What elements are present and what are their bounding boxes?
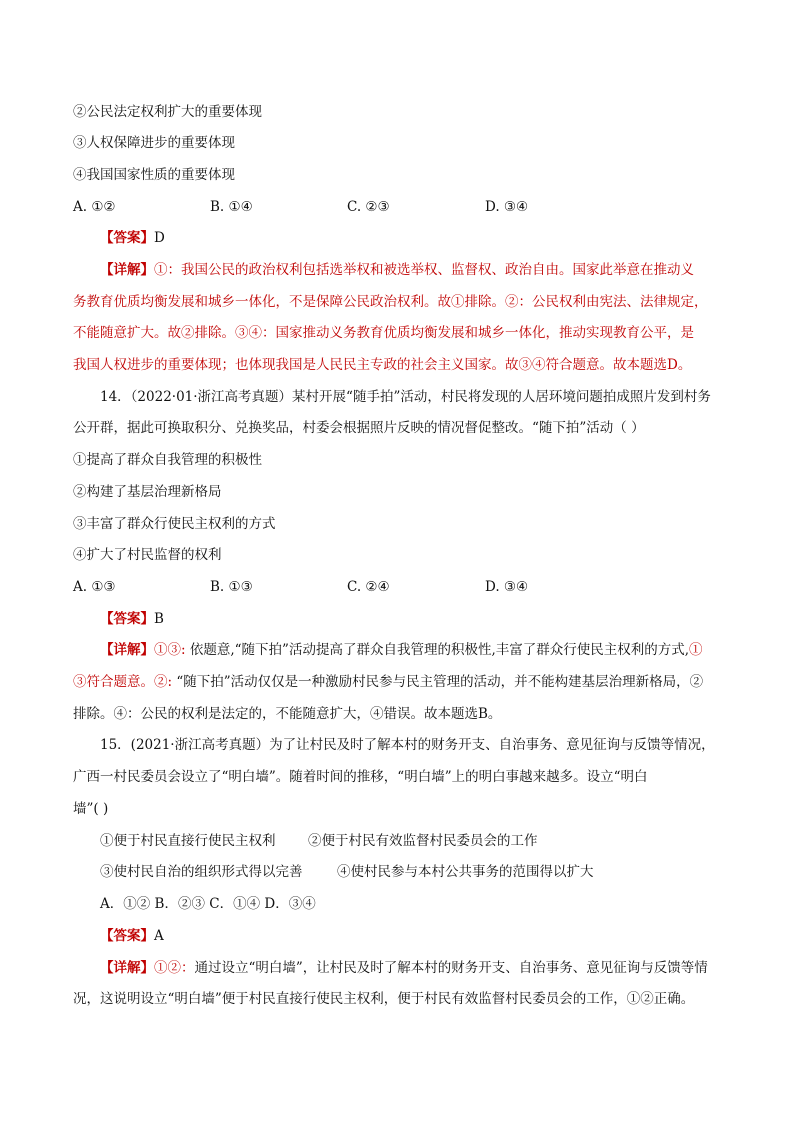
q13-item-2: ②公民法定权利扩大的重要体现 bbox=[73, 104, 262, 120]
detail-text: 通过设立“明白墙”，让村民及时了解本村的财务开支、自治事务、意见征询与反馈等情 bbox=[194, 960, 708, 976]
q13-option-a: A. ①② bbox=[73, 199, 116, 215]
q15-item-2: ②便于村民有效监督村民委员会的工作 bbox=[308, 833, 538, 849]
answer-value: D bbox=[154, 230, 165, 246]
answer-label: 【答案】 bbox=[100, 230, 154, 246]
detail-label: 【详解】 bbox=[100, 960, 154, 976]
detail-text-red: ③符合题意。②: bbox=[73, 674, 177, 690]
q14-stem-line-2: 公开群，据此可换取积分、兑换奖品，村委会根据照片反映的情况督促整改。“随下拍”活动（ ） bbox=[73, 420, 645, 436]
q14-item-1: ①提高了群众自我管理的积极性 bbox=[73, 452, 262, 468]
q13-answer bbox=[100, 229, 165, 247]
q15-detail-line-2: 况，这说明设立“明白墙”便于村民直接行使民主权利，便于村民有效监督村民委员会的工作，①②正确。 bbox=[73, 991, 695, 1007]
q14-option-d: D. ③④ bbox=[485, 579, 529, 595]
detail-text: ①：我国公民的政治权利包括选举权和被选举权、监督权、政治自由。国家此举意在推动义 bbox=[154, 262, 694, 278]
q14-answer bbox=[100, 610, 164, 628]
q15-stem-line-1: 15．(2021·浙江高考真题）为了让村民及时了解本村的财务开支、自治事务、意见征询与反馈等情况， bbox=[100, 737, 715, 753]
q15-item-3: ③使村民自治的组织形式得以完善 bbox=[100, 864, 303, 880]
detail-text-red: ①③: bbox=[154, 642, 190, 658]
answer-value: B bbox=[154, 611, 164, 627]
answer-label: 【答案】 bbox=[100, 928, 154, 944]
detail-label: 【详解】 bbox=[100, 262, 154, 278]
q13-item-4: ④我国国家性质的重要体现 bbox=[73, 167, 235, 183]
answer-value: A bbox=[154, 928, 164, 944]
answer-label: 【答案】 bbox=[100, 611, 154, 627]
q14-stem-line-1: 14．（2022·01·浙江高考真题）某村开展“随手拍”活动，村民将发现的人居环境问题拍成照片发到村务 bbox=[100, 389, 711, 405]
q13-option-c: C. ②③ bbox=[347, 199, 390, 215]
q15-answer bbox=[100, 927, 164, 945]
q14-option-a: A. ①③ bbox=[73, 579, 116, 595]
q14-item-3: ③丰富了群众行使民主权利的方式 bbox=[73, 516, 276, 532]
q15-stem-line-3: 墙”( ) bbox=[73, 801, 109, 817]
q15-detail-line-1 bbox=[100, 959, 708, 977]
detail-text-red: ①②： bbox=[154, 960, 195, 976]
q14-item-2: ②构建了基层治理新格局 bbox=[73, 484, 222, 500]
q13-item-3: ③人权保障进步的重要体现 bbox=[73, 135, 235, 151]
q14-detail-line-2 bbox=[73, 673, 703, 691]
q14-option-c: C. ②④ bbox=[347, 579, 390, 595]
q13-option-b: B. ①④ bbox=[210, 199, 253, 215]
q13-detail-line-2: 务教育优质均衡发展和城乡一体化，不是保障公民政治权利。故①排除。②：公民权利由宪法、法律规定， bbox=[73, 294, 708, 310]
q13-detail-line-3: 不能随意扩大。故②排除。③④：国家推动义务教育优质均衡发展和城乡一体化，推动实现教育公平，是 bbox=[73, 325, 694, 341]
q14-item-4: ④扩大了村民监督的权利 bbox=[73, 547, 222, 563]
detail-text: “随下拍”活动仅仅是一种激励村民参与民主管理的活动，并不能构建基层治理新格局，② bbox=[176, 674, 704, 690]
q14-detail-line-3: 排除。④：公民的权利是法定的，不能随意扩大，④错误。故本题选B。 bbox=[73, 706, 502, 722]
q14-option-b: B. ①③ bbox=[210, 579, 253, 595]
q14-detail-line-1 bbox=[100, 641, 703, 659]
q15-stem-line-2: 广西一村民委员会设立了“明白墙”。随着时间的推移，“明白墙”上的明白事越来越多。设立“明白 bbox=[73, 769, 648, 785]
q13-detail-line-4: 我国人权进步的重要体现；也体现我国是人民民主专政的社会主义国家。故③④符合题意。故本题选D。 bbox=[73, 357, 692, 373]
q15-item-4: ④使村民参与本村公共事务的范围得以扩大 bbox=[337, 864, 594, 880]
q15-item-1: ①便于村民直接行使民主权利 bbox=[100, 833, 276, 849]
q13-detail-line-1 bbox=[100, 261, 694, 279]
q15-options: A．①② B．②③ C．①④ D．③④ bbox=[100, 896, 316, 912]
detail-text-red-end: ① bbox=[689, 642, 703, 658]
detail-text: 依题意,“随下拍”活动提高了群众自我管理的积极性,丰富了群众行使民主权利的方式, bbox=[189, 642, 690, 658]
detail-label: 【详解】 bbox=[100, 642, 154, 658]
q13-option-d: D. ③④ bbox=[485, 199, 529, 215]
